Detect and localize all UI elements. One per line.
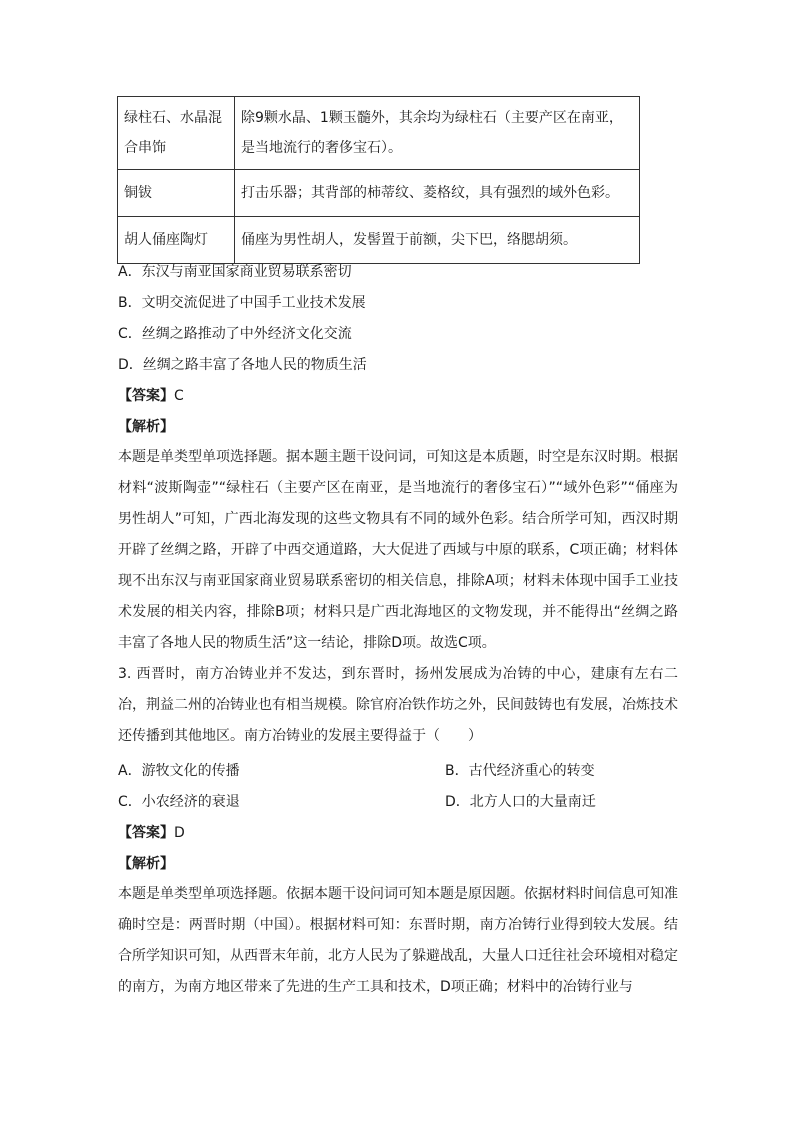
q3-option-b: B．古代经济重心的转变 (445, 763, 595, 779)
q3-stem: 3. 西晋时，南方冶铸业并不发达，到东晋时，扬州发展成为冶铸的中心，建康有左右二冶，荆益二州的冶铸业也有相当规模。除官府冶铁作坊之外，民间鼓铸也有发展，冶炼技术还传播到其他地区。南方冶铸业的发展主要得益于（ ） (118, 666, 678, 744)
relic-description: 打击乐器；其背部的柿蒂纹、菱格纹，具有强烈的域外色彩。 (235, 170, 640, 217)
table-row (118, 217, 640, 264)
relic-name: 绿柱石、水晶混合串饰 (118, 97, 235, 170)
q2-answer (118, 386, 184, 406)
q3-option-a: A．游牧文化的传播 (118, 763, 240, 779)
relic-name: 铜钹 (118, 170, 235, 217)
answer-label: 【答案】 (118, 825, 174, 841)
table-row (118, 97, 640, 170)
q2-option-b: B．文明交流促进了中国手工业技术发展 (118, 295, 366, 311)
q3-analysis-text: 本题是单类型单项选择题。依据本题干设问词可知本题是原因题。依据材料时间信息可知准确时空是：两晋时期（中国）。根据材料可知：东晋时期，南方冶铸行业得到较大发展。结合所学知识可知，从西晋末年前，北方人民为了躲避战乱，大量人口迁往社会环境相对稳定的南方，为南方地区带来了先进的生产工具和技术，D项正确；材料中的冶铸行业与 (118, 886, 678, 995)
answer-value: D (174, 825, 185, 841)
q2-analysis-label: 【解析】 (118, 419, 174, 435)
q3-option-c: C．小农经济的衰退 (118, 794, 240, 810)
q3-option-d: D．北方人口的大量南迁 (445, 794, 596, 810)
relic-name: 胡人俑座陶灯 (118, 217, 235, 264)
answer-label: 【答案】 (118, 388, 174, 404)
q3-analysis-label: 【解析】 (118, 856, 174, 872)
relic-description: 俑座为男性胡人，发髻置于前额，尖下巴，络腮胡须。 (235, 217, 640, 264)
q3-answer (118, 823, 185, 843)
q2-option-a: A．东汉与南亚国家商业贸易联系密切 (118, 264, 352, 280)
q2-option-d: D．丝绸之路丰富了各地人民的物质生活 (118, 357, 367, 373)
relics-table (117, 96, 640, 264)
answer-value: C (174, 388, 184, 404)
relic-description: 除9颗水晶、1颗玉髓外，其余均为绿柱石（主要产区在南亚，是当地流行的奢侈宝石）。 (235, 97, 640, 170)
q2-option-c: C．丝绸之路推动了中外经济文化交流 (118, 326, 352, 342)
table-row (118, 170, 640, 217)
q2-analysis-text: 本题是单类型单项选择题。据本题主题干设问词，可知这是本质题，时空是东汉时期。根据材料“波斯陶壶”“绿柱石（主要产区在南亚，是当地流行的奢侈宝石）”“域外色彩”“俑座为男性胡人”可知，广西北海发现的这些文物具有不同的域外色彩。结合所学可知，西汉时期开辟了丝绸之路，开辟了中西交通道路，大大促进了西域与中原的联系，C项正确；材料体现不出东汉与南亚国家商业贸易联系密切的相关信息，排除A项；材料未体现中国手工业技术发展的相关内容，排除B项；材料只是广西北海地区的文物发现，并不能得出“丝绸之路丰富了各地人民的物质生活”这一结论，排除D项。故选C项。 (118, 449, 678, 651)
